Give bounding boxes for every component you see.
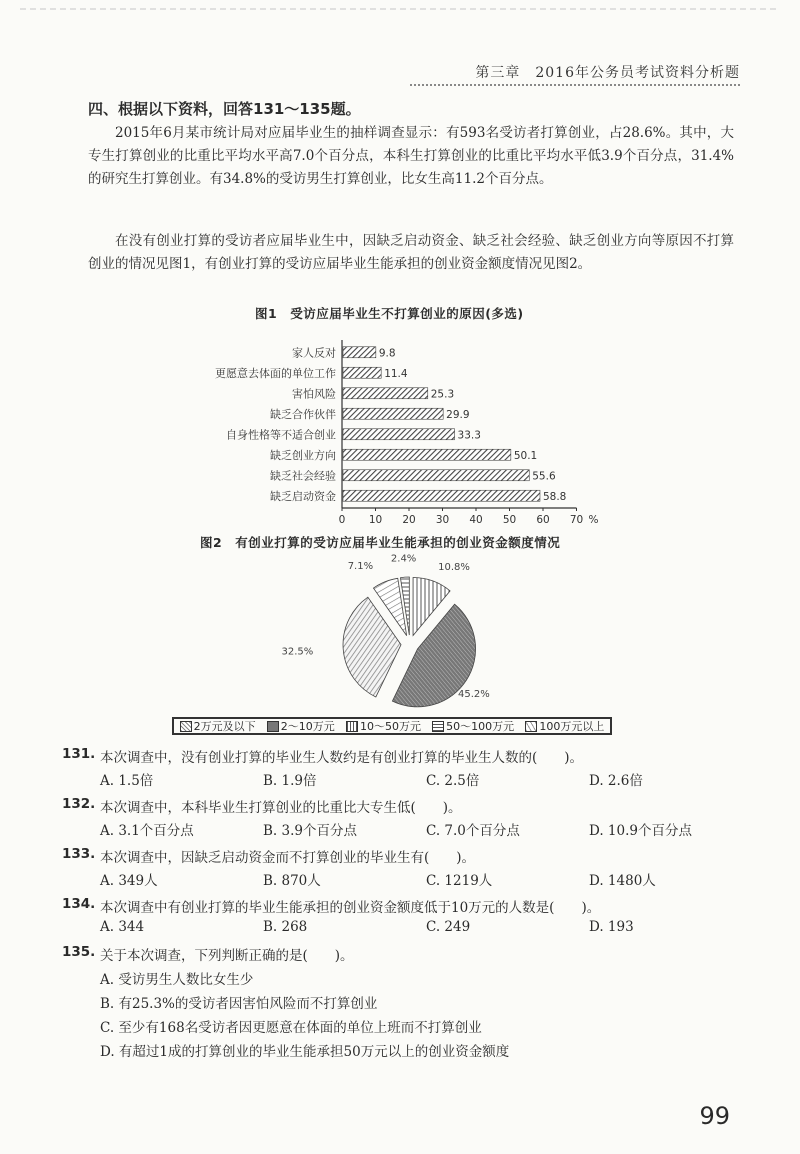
option-a: A. 3.1个百分点 <box>100 823 194 839</box>
bar <box>343 429 455 440</box>
option-c: C. 249 <box>426 919 471 935</box>
option-b: B. 有25.3%的受访者因害怕风险而不打算创业 <box>100 996 378 1012</box>
question-number: 134. <box>62 896 96 912</box>
question-stem: 本次调查中，本科毕业生打算创业的比重比大专生低( )。 <box>100 800 462 816</box>
question-number: 133. <box>62 846 96 862</box>
legend-label: 10～50万元 <box>359 720 421 733</box>
option-a: A. 受访男生人数比女生少 <box>100 972 254 988</box>
question-stem: 本次调查中有创业打算的毕业生能承担的创业资金额度低于10万元的人数是( )。 <box>100 900 601 916</box>
intro-paragraph-2: 在没有创业打算的受访者应届毕业生中，因缺乏启动资金、缺乏社会经验、缺乏创业方向等原因不打算创业的情况见图1，有创业打算的受访应届毕业生能承担的创业资金额度情况见图2。 <box>88 233 734 272</box>
bar-value-label: 33.3 <box>457 429 481 442</box>
option-b: B. 268 <box>263 919 308 935</box>
question-number: 135. <box>62 944 96 960</box>
question-131 <box>62 746 752 789</box>
legend-label: 2万元及以下 <box>193 720 256 733</box>
question-number: 132. <box>62 796 96 812</box>
question-stem: 关于本次调查，下列判断正确的是( )。 <box>100 948 354 964</box>
option-b: B. 1.9倍 <box>263 773 317 789</box>
x-tick-label: 40 <box>469 514 483 526</box>
category-label: 自身性格等不适合创业 <box>226 428 336 442</box>
running-header: 第三章 2016年公务员考试资料分析题 <box>475 65 740 81</box>
bar-value-label: 29.9 <box>446 408 470 421</box>
x-tick-label: 0 <box>338 514 346 526</box>
category-label: 更愿意去体面的单位工作 <box>215 366 336 380</box>
figure2-title: 图2 有创业打算的受访应届毕业生能承担的创业资金额度情况 <box>200 535 561 550</box>
bar <box>343 367 381 378</box>
section-heading: 四、根据以下资料，回答131～135题。 <box>88 100 361 118</box>
legend-swatch-diag <box>180 721 192 732</box>
option-b: B. 870人 <box>263 873 321 889</box>
x-tick-label: 70 <box>569 514 584 526</box>
page-number: 99 <box>699 1102 730 1130</box>
bar <box>343 388 428 399</box>
category-label: 缺乏合作伙伴 <box>270 407 336 421</box>
legend-item-1 <box>180 718 256 734</box>
x-tick-label: 50 <box>502 514 517 526</box>
question-133 <box>62 846 752 889</box>
option-a: A. 1.5倍 <box>100 773 154 789</box>
option-d: D. 10.9个百分点 <box>589 823 692 839</box>
x-tick-label: 20 <box>402 514 416 526</box>
legend-item-4 <box>432 718 514 734</box>
option-c: C. 至少有168名受访者因更愿意在体面的单位上班而不打算创业 <box>100 1020 482 1036</box>
bar <box>343 470 529 481</box>
x-unit-label: % <box>588 514 599 526</box>
figure1-title: 图1 受访应届毕业生不打算创业的原因(多选) <box>255 306 524 321</box>
question-132 <box>62 796 752 839</box>
pie-value-label: 32.5% <box>281 646 314 658</box>
category-label: 缺乏启动资金 <box>270 489 336 503</box>
question-stem: 本次调查中，没有创业打算的毕业生人数约是有创业打算的毕业生人数的( )。 <box>100 750 584 766</box>
bar-value-label: 9.8 <box>378 347 396 360</box>
category-label: 害怕风险 <box>292 387 336 401</box>
scan-artifact-line <box>20 8 780 10</box>
question-135 <box>62 944 752 1060</box>
pie-value-label: 2.4% <box>390 553 417 565</box>
legend-swatch-horiz <box>432 721 444 732</box>
legend-item-2 <box>267 718 335 734</box>
figure1-bar-chart <box>170 336 610 528</box>
legend-item-5 <box>525 718 604 734</box>
option-d: D. 1480人 <box>589 873 656 889</box>
bar <box>343 408 443 419</box>
legend-item-3 <box>346 718 421 734</box>
legend-swatch-vert <box>346 721 358 732</box>
bar-value-label: 50.1 <box>513 449 538 462</box>
bar <box>343 347 376 358</box>
pie-value-label: 45.2% <box>457 688 490 700</box>
option-c: C. 1219人 <box>426 873 493 889</box>
x-tick-label: 60 <box>536 514 550 526</box>
bar <box>343 490 540 501</box>
x-tick-label: 30 <box>435 514 450 526</box>
legend-label: 50～100万元 <box>446 720 515 733</box>
bar <box>343 449 511 460</box>
figure2-legend <box>172 717 612 735</box>
question-number: 131. <box>62 746 96 762</box>
legend-swatch-dense <box>267 721 279 732</box>
bar-value-label: 25.3 <box>430 388 455 401</box>
category-label: 缺乏创业方向 <box>270 448 336 462</box>
figure2-pie-chart <box>281 553 550 712</box>
option-b: B. 3.9个百分点 <box>263 823 357 839</box>
bar-value-label: 55.6 <box>532 470 556 483</box>
legend-swatch-light <box>525 721 537 732</box>
pie-value-label: 10.8% <box>438 561 470 573</box>
option-d: D. 2.6倍 <box>589 773 643 789</box>
intro-paragraph-1: 2015年6月某市统计局对应届毕业生的抽样调查显示：有593名受访者打算创业，占28.6%。其中，大专生打算创业的比重比平均水平高7.0个百分点，本科生打算创业的比重比平均水平低3.9个百分点，31.4%的研究生打算创业。有34.8%的受访男生打算创业，比女生高11.2个百分点。 <box>88 125 734 187</box>
header-rule <box>410 84 740 86</box>
category-label: 缺乏社会经验 <box>270 469 336 483</box>
pie-value-label: 7.1% <box>347 560 374 572</box>
option-d: D. 193 <box>589 919 634 935</box>
bar-value-label: 58.8 <box>542 490 567 503</box>
option-a: A. 349人 <box>100 873 158 889</box>
question-stem: 本次调查中，因缺乏启动资金而不打算创业的毕业生有( )。 <box>100 850 476 866</box>
bar-value-label: 11.4 <box>384 367 408 380</box>
legend-label: 2～10万元 <box>280 720 335 733</box>
option-a: A. 344 <box>100 919 145 935</box>
option-d: D. 有超过1成的打算创业的毕业生能承担50万元以上的创业资金额度 <box>100 1044 510 1060</box>
legend-label: 100万元以上 <box>539 720 605 733</box>
category-label: 家人反对 <box>292 346 336 360</box>
option-c: C. 2.5倍 <box>426 773 480 789</box>
option-c: C. 7.0个百分点 <box>426 823 520 839</box>
question-134 <box>62 896 752 935</box>
x-tick-label: 10 <box>368 514 383 526</box>
